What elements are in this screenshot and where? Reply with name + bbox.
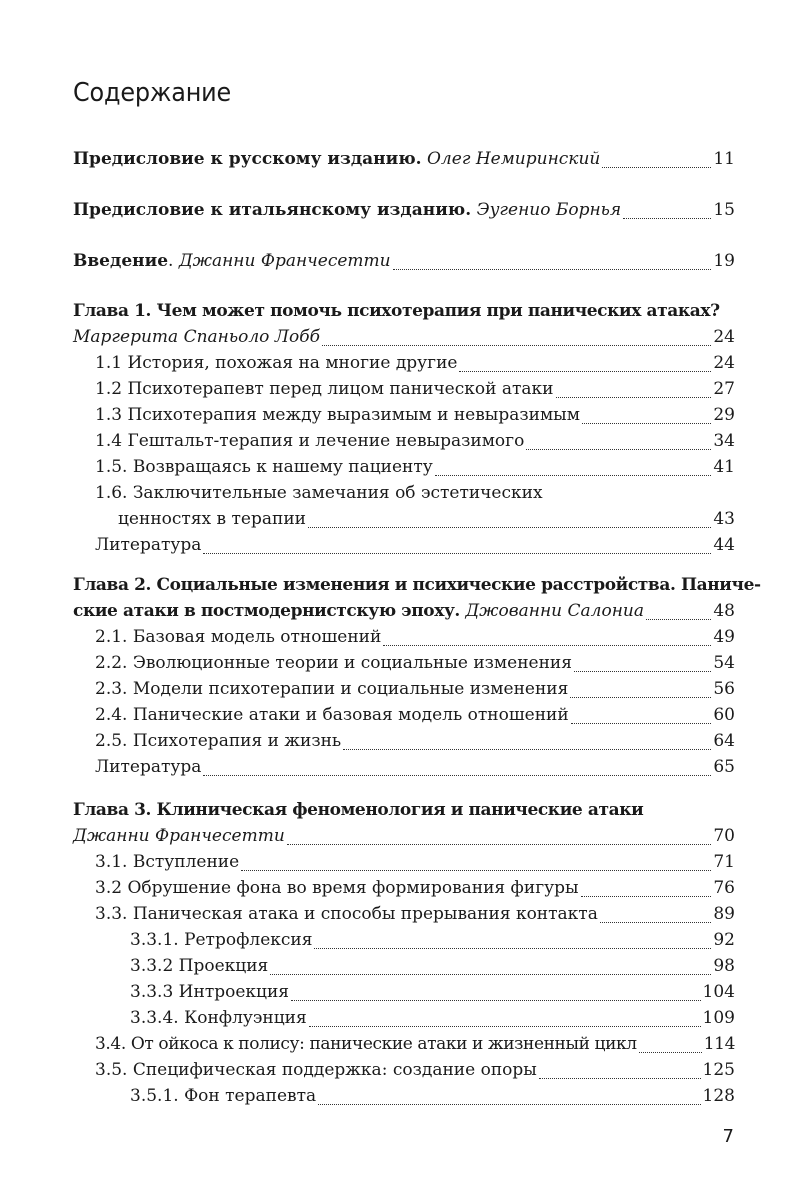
dot-leader: [291, 1000, 701, 1001]
chapter-2: [73, 572, 761, 780]
item-title: 2.1. Базовая модель отношений: [95, 627, 382, 647]
dot-leader: [602, 167, 711, 168]
item-title: 1.3 Психотерапия между выразимым и невыразимым: [95, 405, 580, 425]
item-title: 1.5. Возвращаясь к нашему пациенту: [95, 457, 433, 477]
item-title: 3.3.4. Конфлуэнция: [130, 1008, 307, 1028]
chapter-heading[interactable]: Глава 3. Клиническая феноменология и панические атаки: [73, 800, 644, 820]
dot-leader: [646, 619, 711, 620]
page-number: 64: [713, 731, 735, 751]
item-title: 1.2 Психотерапевт перед лицом панической атаки: [95, 379, 554, 399]
page-number: 109: [702, 1008, 735, 1028]
item-title: Литература: [95, 757, 202, 777]
page-number: 15: [713, 200, 735, 220]
dot-leader: [383, 645, 711, 646]
item-title: 3.4. От ойкоса к полису: панические атаки и жизненный цикл: [95, 1034, 637, 1054]
toc-item-continuation[interactable]: [73, 506, 735, 532]
chapter-heading: ские атаки в постмодернистскую эпоху.: [73, 601, 460, 621]
item-title: 3.1. Вступление: [95, 852, 240, 872]
item-title: 2.2. Эволюционные теории и социальные изменения: [95, 653, 572, 673]
dot-leader: [343, 749, 711, 750]
page-number: 89: [713, 904, 735, 924]
dot-leader: [393, 269, 712, 270]
page-number: 98: [713, 956, 735, 976]
page-number: 34: [713, 431, 735, 451]
dot-leader: [581, 896, 712, 897]
page-number: 128: [702, 1086, 735, 1106]
chapter-author: Джованни Салониа: [465, 601, 645, 621]
page-number: 29: [713, 405, 735, 425]
toc-item[interactable]: [73, 650, 735, 676]
chapter-3: [73, 797, 735, 1109]
entry-author: Олег Немиринский: [427, 149, 601, 169]
page-number: 44: [713, 535, 735, 555]
item-title: 3.3.2 Проекция: [130, 956, 269, 976]
toc-item[interactable]: [73, 676, 735, 702]
dot-leader: [574, 671, 711, 672]
toc-subitem[interactable]: [73, 953, 735, 979]
toc-item[interactable]: [73, 428, 735, 454]
toc-item[interactable]: [73, 1031, 735, 1057]
item-title: 3.5. Специфическая поддержка: создание опоры: [95, 1060, 537, 1080]
chapter-author-row[interactable]: [73, 823, 735, 849]
dot-leader: [582, 423, 711, 424]
dot-leader: [526, 449, 711, 450]
page-number: 19: [713, 251, 735, 271]
dot-leader: [623, 218, 711, 219]
dot-leader: [309, 1026, 701, 1027]
toc-item-line1[interactable]: 1.6. Заключительные замечания об эстетических: [95, 483, 543, 503]
toc-subitem[interactable]: [73, 927, 735, 953]
toc-item[interactable]: [73, 624, 735, 650]
page-number: 41: [713, 457, 735, 477]
chapter-author: Маргерита Спаньоло Лобб: [73, 327, 320, 347]
toc-item[interactable]: [73, 754, 735, 780]
page-title: Содержание: [73, 78, 232, 108]
page-number: 24: [713, 327, 735, 347]
entry-title: Предисловие к итальянскому изданию.: [73, 200, 472, 220]
toc-subitem[interactable]: [73, 979, 735, 1005]
chapter-heading[interactable]: Глава 1. Чем может помочь психотерапия при панических атаках?: [73, 301, 720, 321]
chapter-author: Джанни Франчесетти: [73, 826, 285, 846]
toc-item[interactable]: [73, 376, 735, 402]
item-title: 3.2 Обрушение фона во время формирования фигуры: [95, 878, 579, 898]
chapter-author-row[interactable]: [73, 324, 735, 350]
toc-item[interactable]: [73, 454, 735, 480]
toc-item[interactable]: [73, 702, 735, 728]
page-number: 11: [713, 149, 735, 169]
dot-leader: [539, 1078, 701, 1079]
page-number: 65: [713, 757, 735, 777]
dot-leader: [556, 397, 712, 398]
page-number: 76: [713, 878, 735, 898]
item-title: 1.1 История, похожая на многие другие: [95, 353, 458, 373]
dot-leader: [435, 475, 712, 476]
toc-entry-introduction[interactable]: [73, 248, 735, 274]
page-number: 48: [713, 601, 735, 621]
chapter-1: [73, 298, 735, 558]
dot-leader: [203, 553, 711, 554]
dot-leader: [314, 948, 711, 949]
page-number: 43: [713, 509, 735, 529]
dot-leader: [241, 870, 711, 871]
chapter-heading-line2[interactable]: [73, 598, 735, 624]
page-number: 54: [713, 653, 735, 673]
chapter-heading-line1[interactable]: Глава 2. Социальные изменения и психические расстройства. Паниче-: [73, 575, 761, 595]
toc-item[interactable]: [73, 875, 735, 901]
toc-item[interactable]: [73, 849, 735, 875]
entry-title: Введение: [73, 251, 169, 271]
page-number: 27: [713, 379, 735, 399]
entry-author: Эугенио Борнья: [476, 200, 622, 220]
dot-leader: [308, 527, 711, 528]
dot-leader: [570, 697, 711, 698]
page-number: 92: [713, 930, 735, 950]
item-title: 2.4. Панические атаки и базовая модель отношений: [95, 705, 569, 725]
entry-author: Джанни Франчесетти: [178, 251, 391, 271]
toc-item[interactable]: [73, 402, 735, 428]
dot-leader: [459, 371, 711, 372]
toc-entry-preface-it[interactable]: [73, 197, 735, 223]
item-title: 2.3. Модели психотерапии и социальные изменения: [95, 679, 569, 699]
dot-leader: [287, 844, 712, 845]
page-number: 56: [713, 679, 735, 699]
page-number: 70: [713, 826, 735, 846]
dot-leader: [203, 775, 711, 776]
item-title: 3.3.1. Ретрофлексия: [130, 930, 313, 950]
toc-entry-preface-ru[interactable]: [73, 146, 735, 172]
page-number: 24: [713, 353, 735, 373]
entry-title: Предисловие к русскому изданию.: [73, 149, 422, 169]
item-title: 3.5.1. Фон терапевта: [130, 1086, 317, 1106]
toc-item[interactable]: [73, 532, 735, 558]
separator: .: [168, 251, 174, 271]
item-title: 3.3. Паническая атака и способы прерывания контакта: [95, 904, 598, 924]
dot-leader: [318, 1104, 700, 1105]
toc-item[interactable]: [73, 901, 735, 927]
page-number: 71: [713, 852, 735, 872]
page-number: 125: [702, 1060, 735, 1080]
dot-leader: [571, 723, 712, 724]
page-folio-number: 7: [722, 1126, 734, 1147]
dot-leader: [639, 1052, 702, 1053]
page-number: 60: [713, 705, 735, 725]
page-number: 114: [703, 1034, 735, 1054]
dot-leader: [322, 345, 711, 346]
page-number: 104: [702, 982, 735, 1002]
dot-leader: [600, 922, 712, 923]
toc-item[interactable]: [73, 1057, 735, 1083]
item-title: 1.4 Гештальт-терапия и лечение невыразимого: [95, 431, 525, 451]
dot-leader: [270, 974, 711, 975]
item-title: Литература: [95, 535, 202, 555]
toc-subitem[interactable]: [73, 1005, 735, 1031]
toc-item[interactable]: [73, 350, 735, 376]
toc-item[interactable]: [73, 728, 735, 754]
item-title: ценностях в терапии: [118, 509, 306, 529]
item-title: 3.3.3 Интроекция: [130, 982, 290, 1002]
item-title: 2.5. Психотерапия и жизнь: [95, 731, 342, 751]
page-number: 49: [713, 627, 735, 647]
toc-subitem[interactable]: [73, 1083, 735, 1109]
